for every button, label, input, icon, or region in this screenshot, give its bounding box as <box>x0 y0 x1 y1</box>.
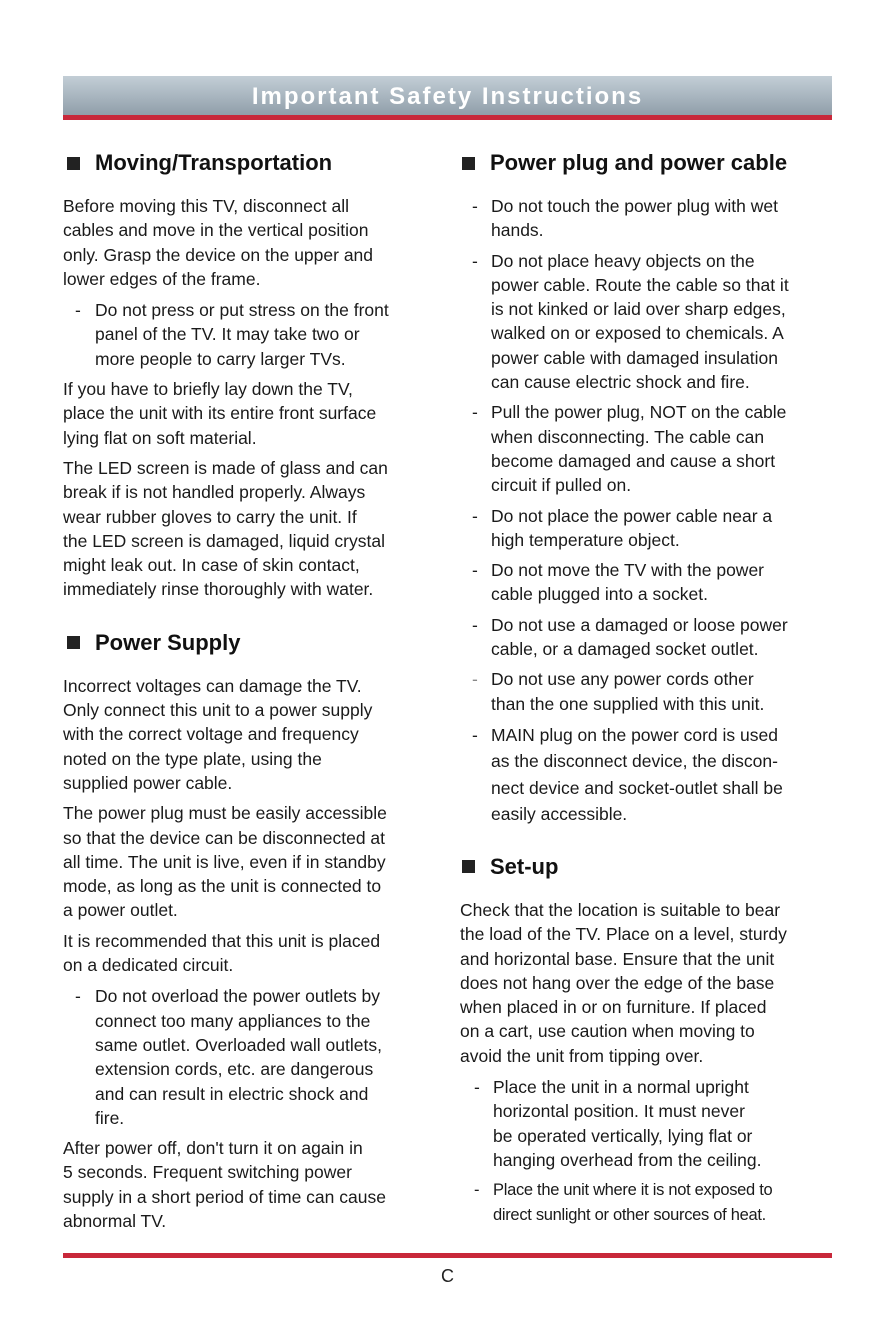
list-item: - Do not use any power cords other than the one supplied with this unit. <box>472 669 765 714</box>
list-item: - Do not move the TV with the power cable plugged into a socket. <box>472 560 765 605</box>
list-item: - Do not touch the power plug with wet hands. <box>472 196 778 241</box>
section-heading-moving: Moving/Transportation <box>63 148 439 178</box>
header-rule <box>63 115 832 120</box>
paragraph: The LED screen is made of glass and can break if is not handled properly. Always wear rubber gloves to carry the unit. If the LED screen is damaged, liquid crystal might leak out. In case of skin contact, immediately rinse thoroughly with water. <box>63 457 388 600</box>
square-bullet-icon <box>462 860 475 873</box>
footer-rule <box>63 1253 832 1258</box>
list-item: - Do not use a damaged or loose power cable, or a damaged socket outlet. <box>472 614 788 660</box>
list-item: - Do not overload the power outlets by connect too many appliances to the same outlet. Overloaded wall outlets, extension cords, etc. are dangerous and can result in electric shock and fire. <box>75 986 382 1128</box>
list-item: - Pull the power plug, NOT on the cable when disconnecting. The cable can become damaged and cause a short circuit if pulled on. <box>472 402 787 496</box>
paragraph: Check that the location is suitable to bear the load of the TV. Place on a level, sturdy and horizontal base. Ensure that the unit does not hang over the edge of the base when placed in or on furniture. If placed on a cart, use caution when moving to avoid the unit from tipping over. <box>460 899 787 1066</box>
left-column <box>63 148 439 1233</box>
list-item: - Do not place heavy objects on the power cable. Route the cable so that it is not kinked or laid over sharp edges, walked on or exposed to chemicals. A power cable with damaged insulation can cause electric shock and fire. <box>472 250 789 393</box>
paragraph: Incorrect voltages can damage the TV. Only connect this unit to a power supply with the correct voltage and frequency noted on the type plate, using the supplied power cable. <box>63 675 373 793</box>
section-heading-power-plug: Power plug and power cable <box>460 148 838 178</box>
page-title: Important Safety Instructions <box>251 83 644 110</box>
right-column <box>460 148 838 1227</box>
header-banner <box>63 76 832 115</box>
list-item: - Do not press or put stress on the front panel of the TV. It may take two or more people to carry larger TVs. <box>75 300 389 369</box>
page-number: C <box>441 1266 454 1286</box>
list-item: - MAIN plug on the power cord is used as the disconnect device, the discon- nect device and socket-outlet shall be easily accessible. <box>472 724 783 825</box>
list-item: - Place the unit in a normal upright horizontal position. It must never be operated vertically, lying flat or hanging overhead from the ceiling. <box>474 1077 762 1170</box>
square-bullet-icon <box>67 157 80 170</box>
list-item: - Do not place the power cable near a high temperature object. <box>472 505 773 550</box>
paragraph: After power off, don't turn it on again in 5 seconds. Frequent switching power supply in a short period of time can cause abnormal TV. <box>63 1138 386 1231</box>
list-item: - Place the unit where it is not exposed to direct sunlight or other sources of heat. <box>474 1181 773 1224</box>
paragraph: If you have to briefly lay down the TV, place the unit with its entire front surface lying flat on soft material. <box>63 379 377 448</box>
paragraph: The power plug must be easily accessible so that the device can be disconnected at all time. The unit is live, even if in standby mode, as long as the unit is connected to a power outlet. <box>63 803 387 921</box>
square-bullet-icon <box>67 636 80 649</box>
paragraph: It is recommended that this unit is placed on a dedicated circuit. <box>63 930 381 976</box>
paragraph: Before moving this TV, disconnect all cables and move in the vertical position only. Grasp the device on the upper and lower edges of the frame. <box>63 196 374 289</box>
square-bullet-icon <box>462 157 475 170</box>
section-heading-setup: Set-up <box>460 852 838 882</box>
section-heading-power-supply: Power Supply <box>63 628 439 658</box>
